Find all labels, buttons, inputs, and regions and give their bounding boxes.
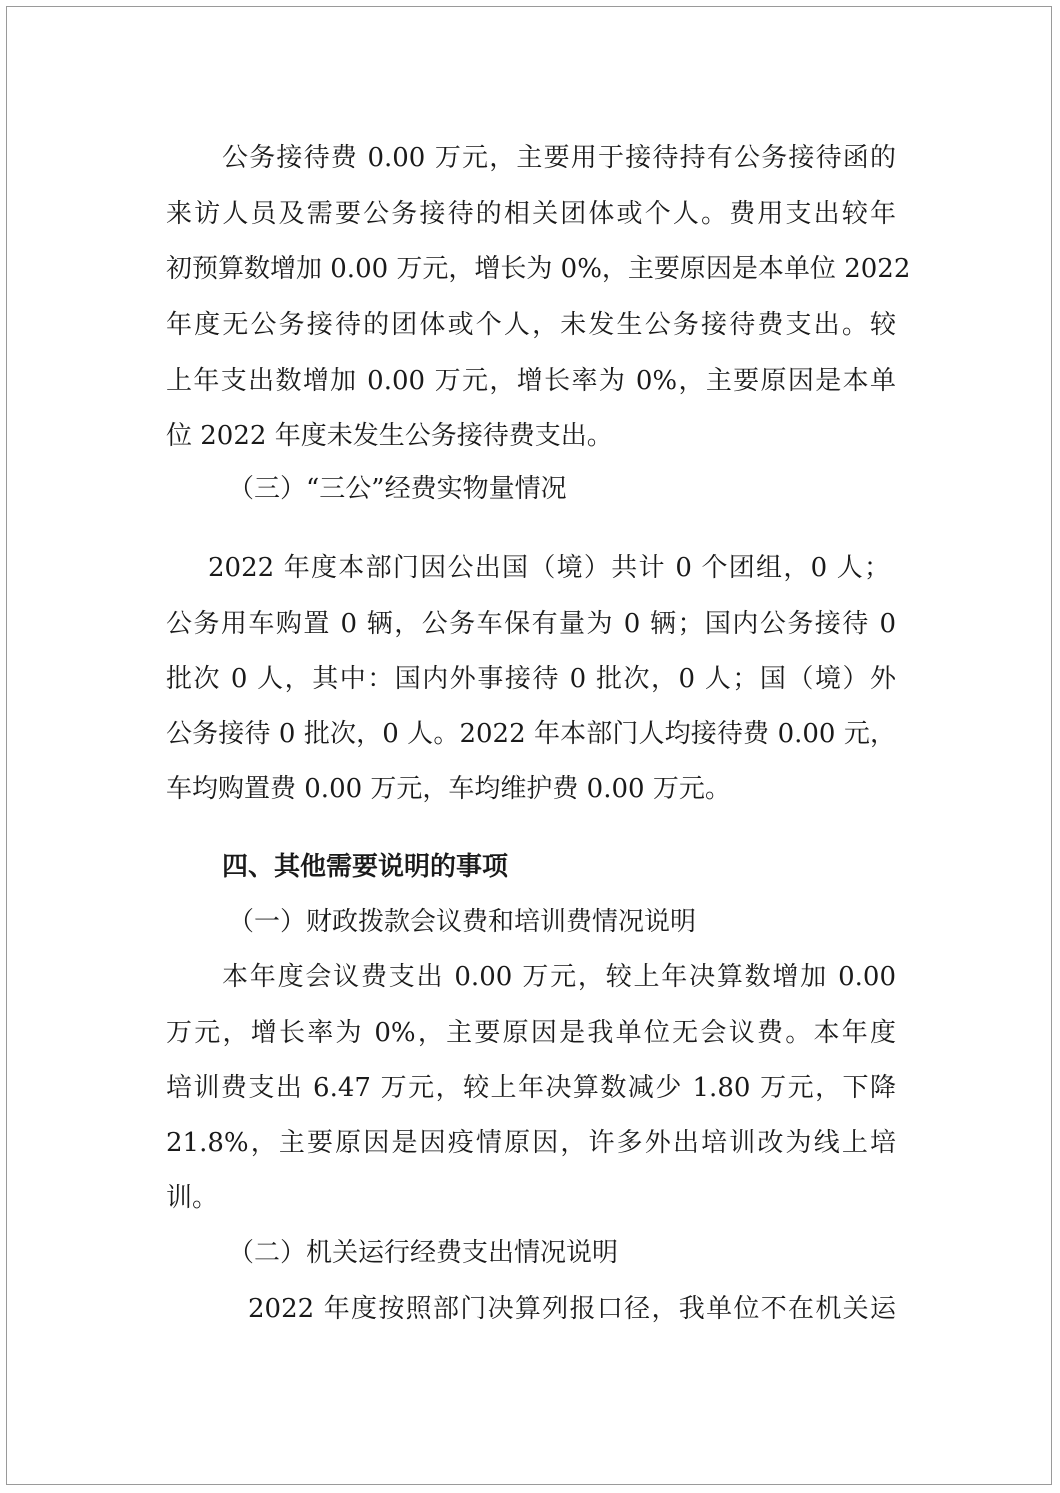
paragraph-line: 万元，增长率为 0%，主要原因是我单位无会议费。本年度: [166, 1018, 896, 1048]
paragraph-line: 上年支出数增加 0.00 万元，增长率为 0%，主要原因是本单: [166, 366, 896, 396]
paragraph-line: 本年度会议费支出 0.00 万元，较上年决算数增加 0.00: [222, 962, 896, 992]
paragraph-line: 年度无公务接待的团体或个人，未发生公务接待费支出。较: [166, 310, 896, 340]
paragraph-line: 初预算数增加 0.00 万元，增长为 0%，主要原因是本单位 2022: [166, 254, 911, 284]
paragraph-line: 位 2022 年度未发生公务接待费支出。: [166, 421, 613, 451]
section-heading: 四、其他需要说明的事项: [222, 852, 509, 882]
paragraph-line: 2022 年度按照部门决算列报口径，我单位不在机关运: [248, 1294, 896, 1324]
paragraph-line: 车均购置费 0.00 万元，车均维护费 0.00 万元。: [166, 774, 731, 804]
subsection-heading: （一）财政拨款会议费和培训费情况说明: [228, 907, 697, 937]
paragraph-line: 2022 年度本部门因公出国（境）共计 0 个团组，0 人；: [208, 553, 890, 583]
section-heading: （三）“三公”经费实物量情况: [228, 474, 567, 504]
paragraph-line: 训。: [166, 1183, 219, 1213]
subsection-heading: （二）机关运行经费支出情况说明: [228, 1238, 619, 1268]
paragraph-line: 培训费支出 6.47 万元，较上年决算数减少 1.80 万元，下降: [166, 1073, 896, 1103]
paragraph-line: 公务用车购置 0 辆，公务车保有量为 0 辆；国内公务接待 0: [166, 609, 896, 639]
paragraph-line: 公务接待费 0.00 万元，主要用于接待持有公务接待函的: [222, 143, 896, 173]
paragraph-line: 公务接待 0 批次，0 人。2022 年本部门人均接待费 0.00 元，: [166, 719, 896, 749]
paragraph-line: 来访人员及需要公务接待的相关团体或个人。费用支出较年: [166, 199, 896, 229]
paragraph-line: 批次 0 人，其中：国内外事接待 0 批次，0 人；国（境）外: [166, 664, 896, 694]
paragraph-line: 21.8%，主要原因是因疫情原因，许多外出培训改为线上培: [166, 1128, 896, 1158]
